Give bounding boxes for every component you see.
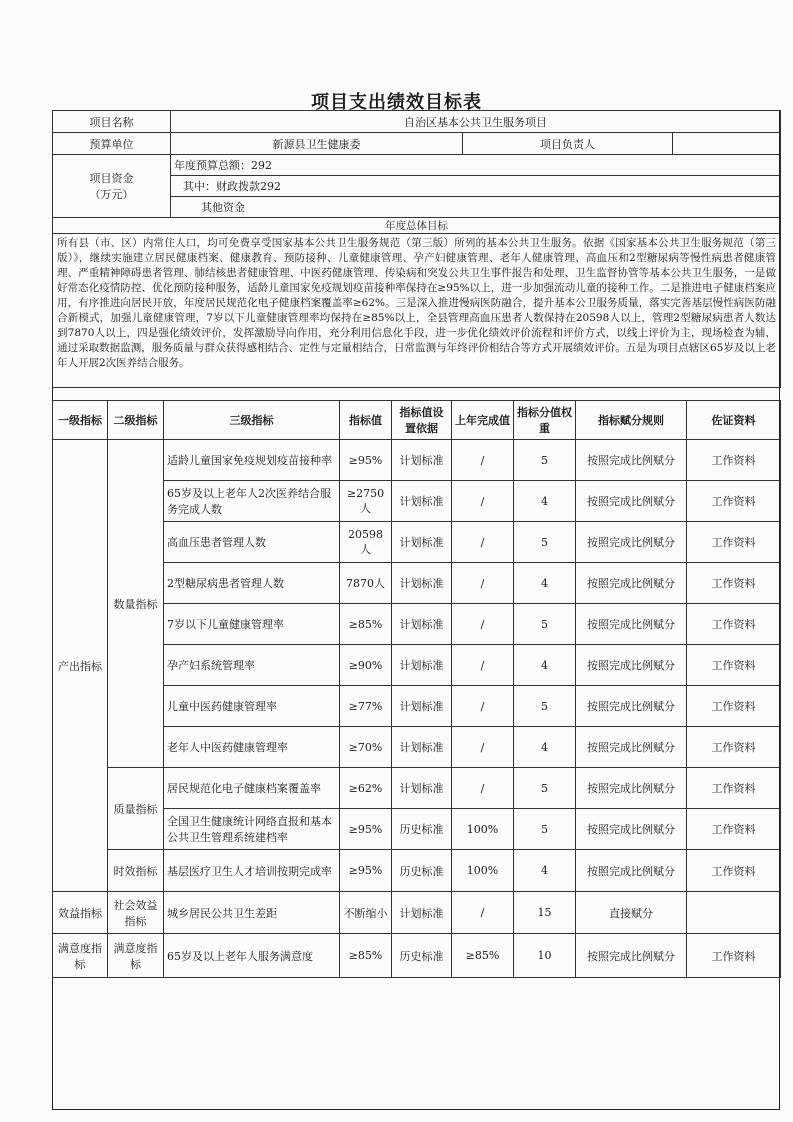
indicator-name: 儿童中医药健康管理率 [164,686,340,727]
indicator-basis: 计划标准 [392,481,452,522]
indicator-rule: 按照完成比例赋分 [576,645,687,686]
indicator-weight: 4 [514,727,576,768]
indicator-evidence [687,892,781,934]
level2-quantity: 数量指标 [108,440,164,768]
col-prev: 上年完成值 [452,401,514,440]
level2-social-benefit: 社会效益指标 [108,892,164,934]
indicator-basis: 计划标准 [392,727,452,768]
indicator-weight: 10 [514,934,576,978]
indicator-name: 65岁及以上老年人2次医养结合服务完成人数 [164,481,340,522]
indicator-prev: 100% [452,809,514,850]
table-row [53,892,781,934]
indicator-name: 基层医疗卫生人才培训按期完成率 [164,850,340,892]
indicator-weight: 5 [514,522,576,563]
indicator-basis: 计划标准 [392,522,452,563]
indicator-basis: 计划标准 [392,440,452,481]
indicator-value: ≥70% [340,727,392,768]
level2-timeliness: 时效指标 [108,850,164,892]
indicator-evidence: 工作资料 [687,934,781,978]
indicator-evidence: 工作资料 [687,809,781,850]
indicator-name: 孕产妇系统管理率 [164,645,340,686]
table-row [53,768,781,809]
indicator-weight: 4 [514,645,576,686]
goal-header: 年度总体目标 [53,218,781,234]
leader-value [673,133,781,155]
table-row [53,440,781,481]
budget-unit-label: 预算单位 [53,133,171,155]
col-rule: 指标赋分规则 [576,401,687,440]
indicator-value: ≥95% [340,440,392,481]
page-title: 项目支出绩效目标表 [311,92,482,113]
indicator-evidence: 工作资料 [687,850,781,892]
indicator-prev: / [452,892,514,934]
col-level3: 三级指标 [164,401,340,440]
indicator-rule: 按照完成比例赋分 [576,686,687,727]
indicator-rule: 按照完成比例赋分 [576,727,687,768]
table-row [53,850,781,892]
indicator-basis: 计划标准 [392,563,452,604]
indicator-name: 65岁及以上老年人服务满意度 [164,934,340,978]
indicator-value: ≥95% [340,850,392,892]
indicator-evidence: 工作资料 [687,440,781,481]
info-table [52,110,781,388]
indicator-value: ≥2750人 [340,481,392,522]
indicator-evidence: 工作资料 [687,522,781,563]
indicator-weight: 5 [514,686,576,727]
indicator-name: 全国卫生健康统计网络直报和基本公共卫生管理系统建档率 [164,809,340,850]
indicator-name: 2型糖尿病患者管理人数 [164,563,340,604]
funds-label-line1: 项目资金 [89,172,134,185]
col-basis: 指标值设置依据 [392,401,452,440]
indicator-weight: 4 [514,481,576,522]
indicator-name: 老年人中医药健康管理率 [164,727,340,768]
goal-text: 所有县（市、区）内常住人口，均可免费享受国家基本公共卫生服务规范（第三版）所列的基本公共卫生服务。依据《国家基本公共卫生服务规范（第三版）》，继续实施建立居民健康档案、健康教育、预防接种、儿童健康管理、孕产妇健康管理、老年人健康管理、高血压和2型糖尿病等慢性病患者健康管理、严重精神障碍患者管理、肺结核患者健康管理、中医药健康管理、传染病和突发公共卫生事件报告和处理、卫生监督协管等基本公共卫生服务，一是做好常态化疫情防控、优化预防接种服务，适龄儿童国家免疫规划疫苗接种率保持在≥95%以上，进一步加强流动儿童的接种工作。二是推进电子健康档案应用，有序推进向居民开放，年度居民规范化电子健康档案覆盖率≥62%。三是深入推进慢病医防融合，提升基本公卫服务质量，落实完善基层慢性病医防融合新模式，加强儿童健康管理，7岁以下儿童健康管理率均保持在≥85%以上，全县管理高血压患者人数保持在20598人以上，管理2型糖尿病患者人数达到7870人以上，四是强化绩效评价，发挥激励导向作用，充分利用信息化手段，进一步优化绩效评价流程和评价方式，以线上评价为主，现场检查为辅，通过采取数据监测，服务质量与群众获得感相结合、定性与定量相结合，日常监测与年终评价相结合等方式开展绩效评价。五是为项目点辖区65岁及以上老年人开展2次医养结合服务。 [53,234,781,388]
indicator-value: ≥90% [340,645,392,686]
indicator-prev: / [452,645,514,686]
indicator-value: ≥85% [340,934,392,978]
indicator-value: 7870人 [340,563,392,604]
indicator-rule: 按照完成比例赋分 [576,604,687,645]
indicator-prev: / [452,440,514,481]
other-funds: 其他资金 [171,197,781,218]
level1-output: 产出指标 [53,440,108,892]
indicator-rule: 按照完成比例赋分 [576,440,687,481]
indicator-value: ≥85% [340,604,392,645]
indicator-prev: / [452,686,514,727]
indicator-basis: 计划标准 [392,686,452,727]
indicator-weight: 15 [514,892,576,934]
level2-satisfaction: 满意度指标 [108,934,164,978]
indicator-rule: 按照完成比例赋分 [576,850,687,892]
indicator-weight: 5 [514,809,576,850]
indicator-prev: 100% [452,850,514,892]
table-row [53,934,781,978]
fiscal-funds: 其中：财政拨款292 [171,176,781,197]
indicator-basis: 历史标准 [392,850,452,892]
indicator-prev: / [452,768,514,809]
col-weight: 指标分值权重 [514,401,576,440]
indicator-value: 20598人 [340,522,392,563]
indicator-weight: 5 [514,604,576,645]
indicator-rule: 按照完成比例赋分 [576,481,687,522]
indicator-basis: 计划标准 [392,645,452,686]
indicator-rule: 按照完成比例赋分 [576,563,687,604]
indicator-prev: / [452,481,514,522]
indicator-basis: 历史标准 [392,934,452,978]
indicator-evidence: 工作资料 [687,604,781,645]
indicator-name: 高血压患者管理人数 [164,522,340,563]
col-value: 指标值 [340,401,392,440]
indicator-table [52,400,781,978]
col-evidence: 佐证资料 [687,401,781,440]
indicator-prev: / [452,604,514,645]
indicator-evidence: 工作资料 [687,645,781,686]
indicator-basis: 历史标准 [392,809,452,850]
indicator-name: 城乡居民公共卫生差距 [164,892,340,934]
level1-benefit: 效益指标 [53,892,108,934]
indicator-evidence: 工作资料 [687,727,781,768]
indicator-evidence: 工作资料 [687,768,781,809]
funds-label-line2: （万元） [89,188,134,201]
indicator-rule: 按照完成比例赋分 [576,522,687,563]
indicator-evidence: 工作资料 [687,686,781,727]
indicator-rule: 按照完成比例赋分 [576,809,687,850]
indicator-name: 适龄儿童国家免疫规划疫苗接种率 [164,440,340,481]
indicator-evidence: 工作资料 [687,563,781,604]
funds-label [53,155,171,218]
indicator-value: 不断缩小 [340,892,392,934]
indicator-weight: 4 [514,850,576,892]
budget-unit-value: 新源县卫生健康委 [171,133,463,155]
indicator-weight: 5 [514,768,576,809]
level2-quality: 质量指标 [108,768,164,850]
indicator-prev: / [452,563,514,604]
indicator-prev: ≥85% [452,934,514,978]
indicator-basis: 计划标准 [392,604,452,645]
indicator-value: ≥77% [340,686,392,727]
indicator-name: 7岁以下儿童健康管理率 [164,604,340,645]
project-name-label: 项目名称 [53,111,171,133]
indicator-prev: / [452,727,514,768]
indicator-value: ≥62% [340,768,392,809]
indicator-rule: 按照完成比例赋分 [576,934,687,978]
leader-label: 项目负责人 [463,133,673,155]
indicator-value: ≥95% [340,809,392,850]
indicator-evidence: 工作资料 [687,481,781,522]
indicator-basis: 计划标准 [392,768,452,809]
level1-satisfaction: 满意度指标 [53,934,108,978]
indicator-rule: 直接赋分 [576,892,687,934]
indicator-prev: / [452,522,514,563]
indicator-weight: 4 [514,563,576,604]
indicator-weight: 5 [514,440,576,481]
indicator-basis: 计划标准 [392,892,452,934]
indicator-rule: 按照完成比例赋分 [576,768,687,809]
indicator-name: 居民规范化电子健康档案覆盖率 [164,768,340,809]
project-name-value: 自治区基本公共卫生服务项目 [171,111,781,133]
col-level1: 一级指标 [53,401,108,440]
col-level2: 二级指标 [108,401,164,440]
total-budget: 年度预算总额：292 [171,155,781,176]
